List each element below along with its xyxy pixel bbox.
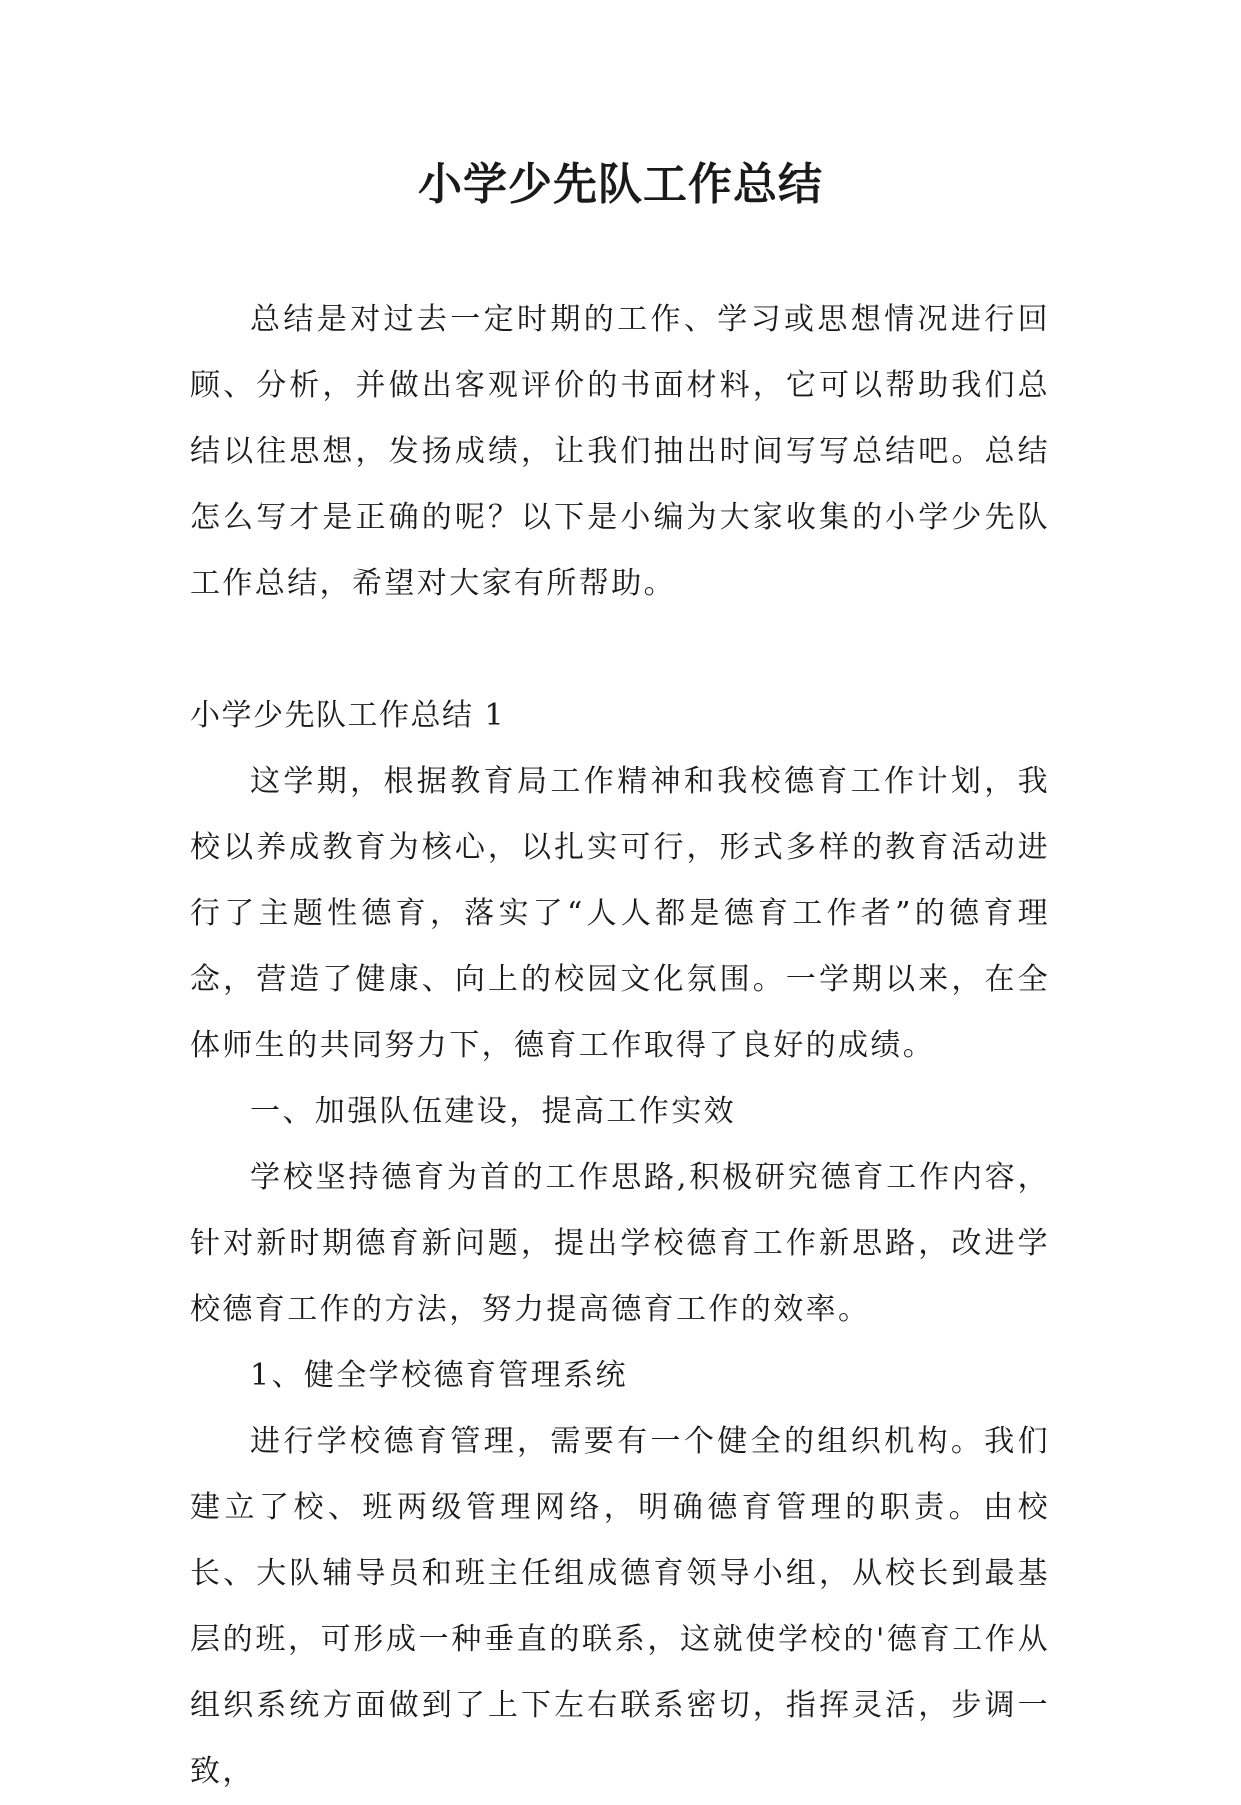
body-paragraph-2: 学校坚持德育为首的工作思路,积极研究德育工作内容，针对新时期德育新问题，提出学校德育工作新思路，改进学校德育工作的方法，努力提高德育工作的效率。 [190, 1160, 1050, 1327]
subheading-2: 1、健全学校德育管理系统 [250, 1358, 628, 1393]
document-body [190, 287, 1050, 1805]
section-heading: 小学少先队工作总结 1 [190, 698, 506, 733]
body-paragraph-1: 这学期，根据教育局工作精神和我校德育工作计划，我校以养成教育为核心，以扎实可行，形式多样的教育活动进行了主题性德育，落实了“人人都是德育工作者”的德育理念，营造了健康、向上的校园文化氛围。一学期以来，在全体师生的共同努力下，德育工作取得了良好的成绩。 [190, 764, 1050, 1063]
paragraph-gap [190, 617, 1050, 683]
intro-paragraph: 总结是对过去一定时期的工作、学习或思想情况进行回顾、分析，并做出客观评价的书面材料，它可以帮助我们总结以往思想，发扬成绩，让我们抽出时间写写总结吧。总结怎么写才是正确的呢？以下是小编为大家收集的小学少先队工作总结，希望对大家有所帮助。 [190, 302, 1050, 601]
body-paragraph-3: 进行学校德育管理，需要有一个健全的组织机构。我们建立了校、班两级管理网络，明确德育管理的职责。由校长、大队辅导员和班主任组成德育领导小组，从校长到最基层的班，可形成一种垂直的联系，这就使学校的'德育工作从组织系统方面做到了上下左右联系密切，指挥灵活，步调一致， [190, 1424, 1050, 1789]
document-title: 小学少先队工作总结 [418, 159, 823, 210]
subheading-1: 一、加强队伍建设，提高工作实效 [250, 1094, 736, 1129]
